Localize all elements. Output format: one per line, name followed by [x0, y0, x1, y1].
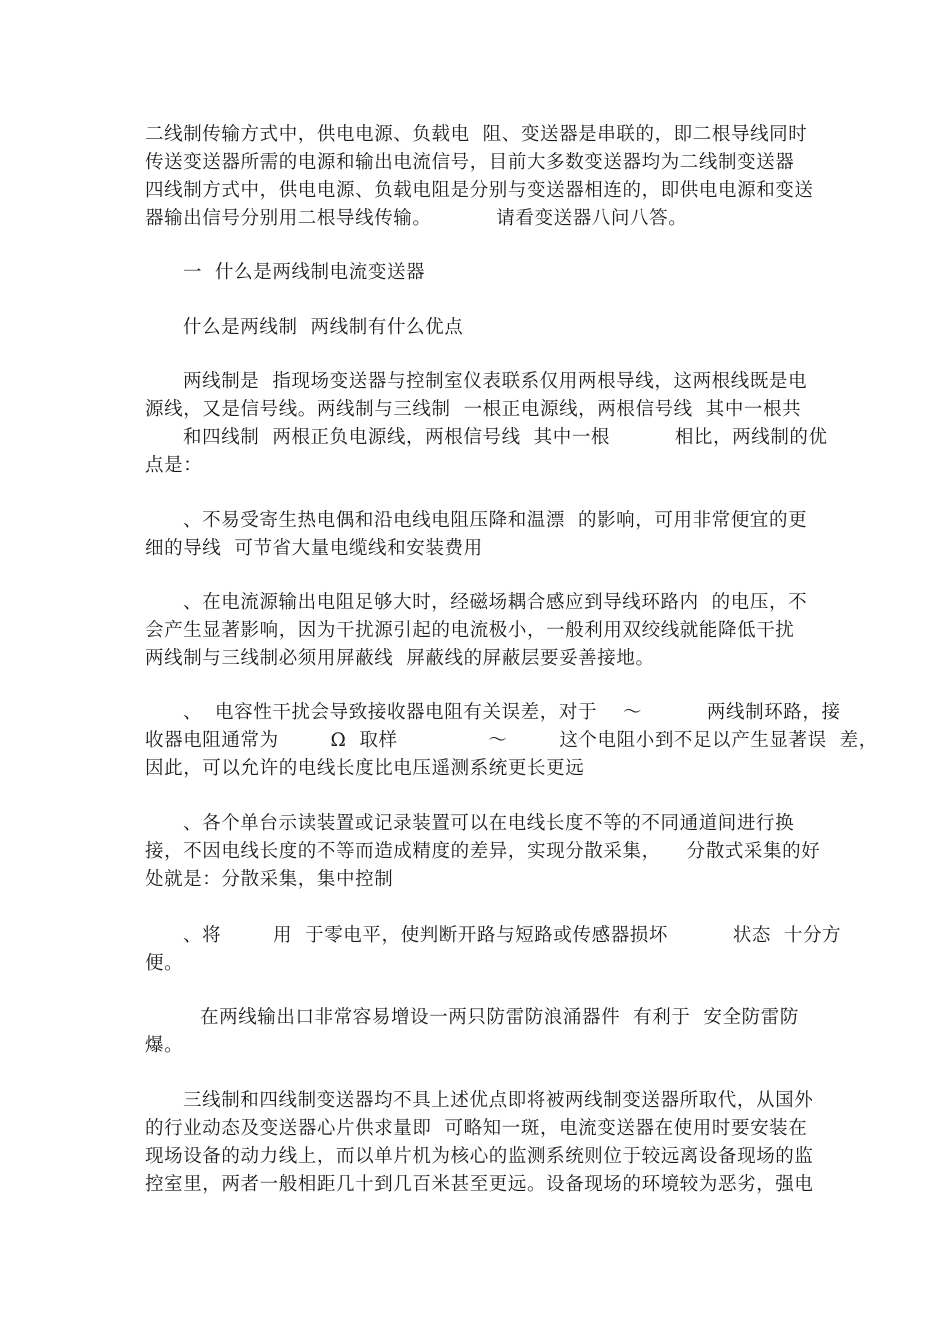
intro-line-1: 二线制传输方式中，供电电源、负载电 阻、变送器是串联的，即二根导线同时 [145, 124, 808, 145]
definition-line-2: 源线，又是信号线。两线制与三线制 一根正电源线，两根信号线 其中一根共 [145, 399, 802, 420]
sub-heading: 什么是两线制 两线制有什么优点 [183, 317, 464, 338]
conclusion-line-3: 现场设备的动力线上，而以单片机为核心的监测系统则位于较远离设备现场的监 [145, 1146, 814, 1167]
definition-line-3: 和四线制 两根正负电源线，两根信号线 其中一根 相比，两线制的优 [183, 427, 828, 448]
section-heading: 一 什么是两线制电流变送器 [183, 262, 426, 283]
point-2-line-1: 、在电流源输出电阻足够大时，经磁场耦合感应到导线环路内 的电压，不 [183, 592, 808, 613]
definition-line-4: 点是： [145, 455, 203, 476]
point-1-line-2: 细的导线 可节省大量电缆线和安装费用 [145, 538, 483, 559]
point-1-line-1: 、不易受寄生热电偶和沿电线电阻压降和温漂 的影响，可用非常便宜的更 [183, 510, 808, 531]
intro-line-3: 四线制方式中，供电电源、负载电阻是分别与变送器相连的，即供电电源和变送 [145, 180, 814, 201]
conclusion-line-4: 控室里，两者一般相距几十到几百米甚至更远。设备现场的环境较为恶劣，强电 [145, 1174, 814, 1195]
conclusion-line-1: 三线制和四线制变送器均不具上述优点即将被两线制变送器所取代，从国外 [183, 1090, 814, 1111]
intro-line-4: 器输出信号分别用二根导线传输。 请看变送器八问八答。 [145, 208, 688, 229]
point-4-line-1: 、各个单台示读装置或记录装置可以在电线长度不等的不同通道间进行换 [183, 813, 795, 834]
point-6-line-1: 在两线输出口非常容易增设一两只防雷防浪涌器件 有利于 安全防雷防 [200, 1007, 799, 1028]
point-2-line-2: 会产生显著影响，因为干扰源引起的电流极小，一般利用双绞线就能降低干扰 [145, 620, 795, 641]
point-4-line-3: 处就是：分散采集，集中控制 [145, 869, 394, 890]
point-2-line-3: 两线制与三线制必须用屏蔽线 屏蔽线的屏蔽层要妥善接地。 [145, 648, 655, 669]
point-3-line-3: 因此，可以允许的电线长度比电压遥测系统更长更远 [145, 758, 585, 779]
point-5-line-2: 便。 [145, 953, 184, 974]
point-5-line-1: 、将 用 于零电平，使判断开路与短路或传感器损坏 状态 十分方 [183, 925, 842, 946]
definition-line-1: 两线制是 指现场变送器与控制室仪表联系仅用两根导线，这两根线既是电 [183, 371, 808, 392]
point-4-line-2: 接，不因电线长度的不等而造成精度的差异，实现分散采集， 分散式采集的好 [145, 841, 821, 862]
point-3-line-1: 、 电容性干扰会导致接收器电阻有关误差，对于 ～ 两线制环路，接 [183, 702, 841, 723]
conclusion-line-2: 的行业动态及变送器心片供求量即 可略知一斑，电流变送器在使用时要安装在 [145, 1118, 808, 1139]
point-3-line-2: 收器电阻通常为 Ω 取样 ～ 这个电阻小到不足以产生显著误 差， [145, 730, 878, 751]
intro-line-2: 传送变送器所需的电源和输出电流信号，目前大多数变送器均为二线制变送器 [145, 152, 795, 173]
point-6-line-2: 爆。 [145, 1035, 184, 1056]
